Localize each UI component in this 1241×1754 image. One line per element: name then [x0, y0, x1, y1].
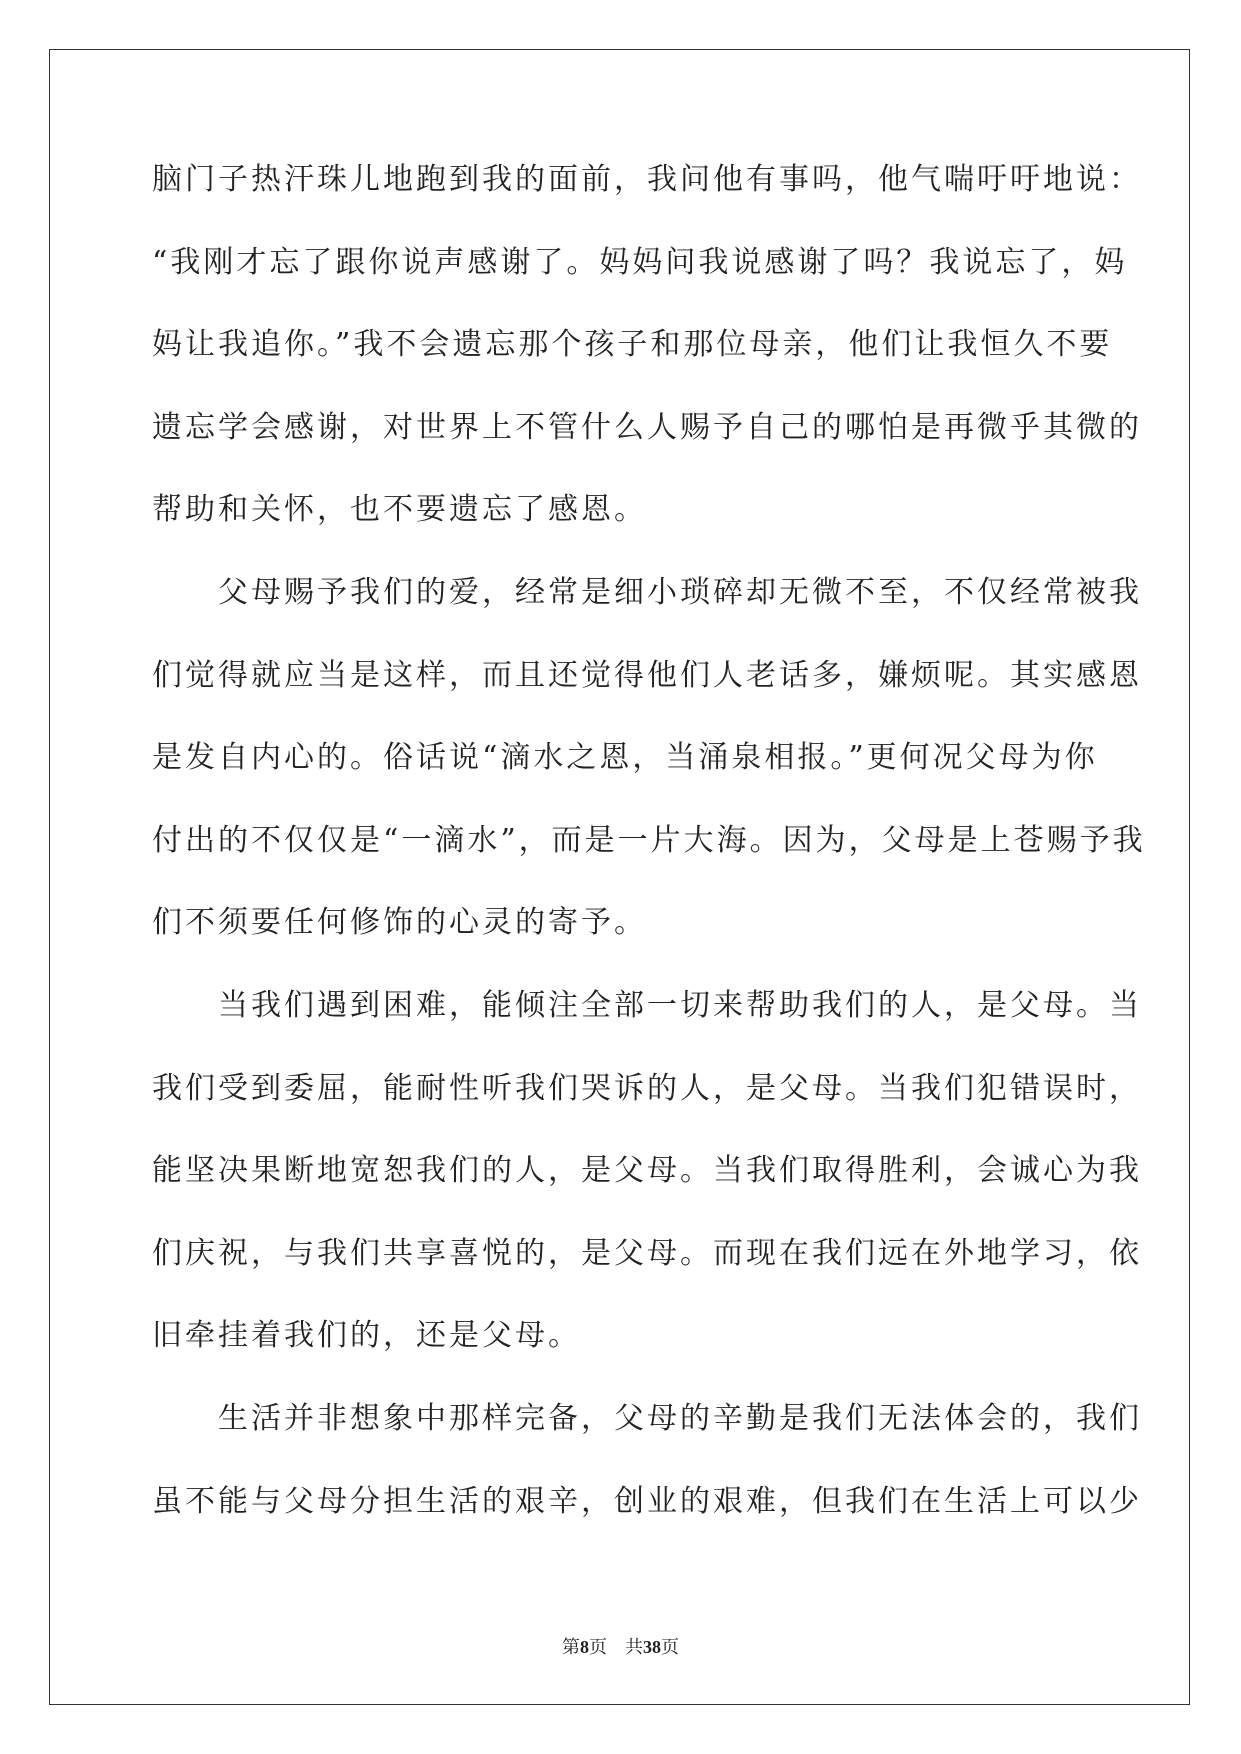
- page-suffix: 页: [589, 1637, 607, 1658]
- text-line: 我们受到委屈，能耐性听我们哭诉的人，是父母。当我们犯错误时，: [152, 1070, 1142, 1106]
- text-line: 遗忘学会感谢，对世界上不管什么人赐予自己的哪怕是再微乎其微的: [152, 409, 1142, 445]
- body-text: [152, 160, 1146, 1564]
- text-line: 当我们遇到困难，能倾注全部一切来帮助我们的人，是父母。当: [152, 987, 1142, 1023]
- text-line: 是发自内心的。俗话说“滴水之恩，当涌泉相报。”更何况父母为你: [152, 740, 1098, 776]
- text-line: 们觉得就应当是这样，而且还觉得他们人老话多，嫌烦呢。其实感恩: [152, 657, 1142, 693]
- text-line: 付出的不仅仅是“一滴水”，而是一片大海。因为，父母是上苍赐予我: [152, 822, 1146, 858]
- text-line: 虽不能与父母分担生活的艰辛，创业的艰难，但我们在生活上可以少: [152, 1483, 1142, 1519]
- text-line: 妈让我追你。”我不会遗忘那个孩子和那位母亲，他们让我恒久不要: [152, 327, 1113, 363]
- total-suffix: 页: [661, 1637, 679, 1658]
- text-line: 帮助和关怀，也不要遗忘了感恩。: [152, 492, 647, 528]
- text-line: 父母赐予我们的爱，经常是细小琐碎却无微不至，不仅经常被我: [152, 574, 1142, 610]
- total-prefix: 共: [625, 1637, 643, 1658]
- text-line: “我刚才忘了跟你说声感谢了。妈妈问我说感谢了吗？我说忘了，妈: [152, 244, 1128, 280]
- total-pages: 38: [643, 1637, 661, 1657]
- text-line: 们不须要任何修饰的心灵的寄予。: [152, 905, 647, 941]
- text-line: 脑门子热汗珠儿地跑到我的面前，我问他有事吗，他气喘吁吁地说：: [152, 162, 1142, 197]
- text-line: 能坚决果断地宽恕我们的人，是父母。当我们取得胜利，会诚心为我: [152, 1153, 1142, 1189]
- page-number: 8: [580, 1637, 589, 1657]
- text-line: 旧牵挂着我们的，还是父母。: [152, 1318, 581, 1354]
- page-footer: [0, 1633, 1241, 1659]
- page-prefix: 第: [562, 1637, 580, 1658]
- text-line: 们庆祝，与我们共享喜悦的，是父母。而现在我们远在外地学习，依: [152, 1235, 1142, 1271]
- text-line: 生活并非想象中那样完备，父母的辛勤是我们无法体会的，我们: [152, 1400, 1142, 1436]
